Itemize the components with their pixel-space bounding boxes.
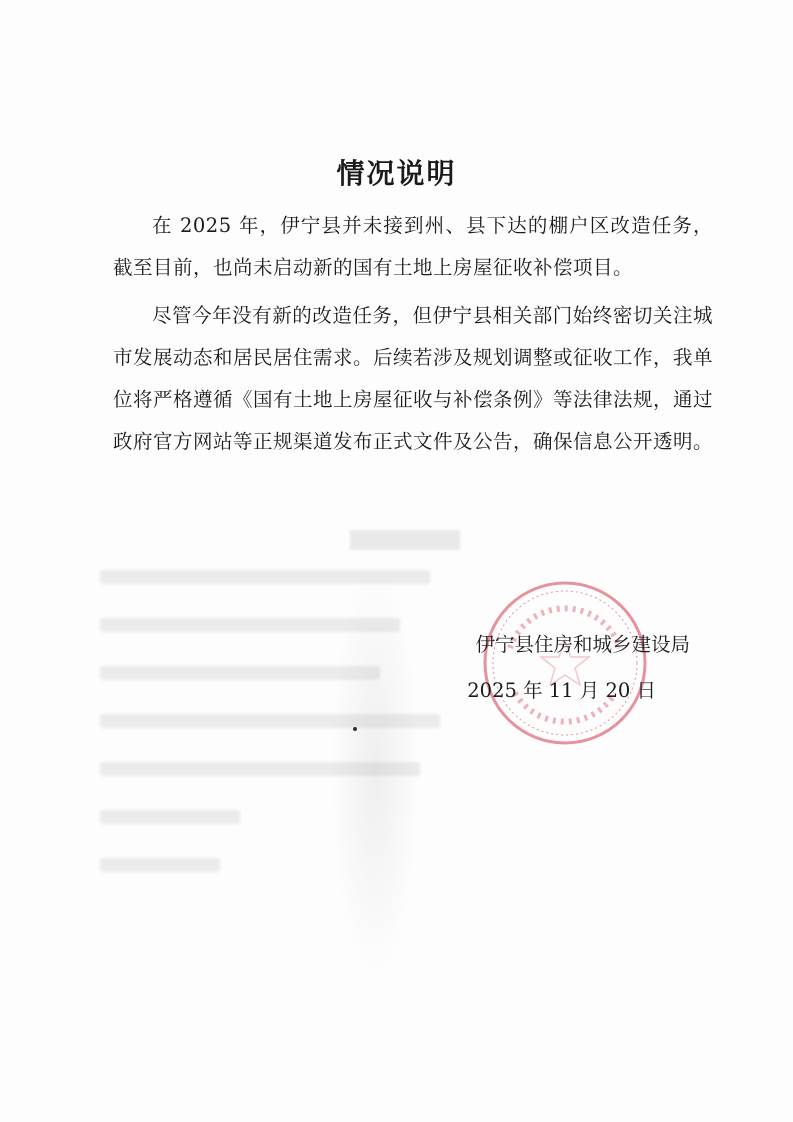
paragraph-1: 在 2025 年，伊宁县并未接到州、县下达的棚户区改造任务，截至目前，也尚未启动新的国有土地上房屋征收补偿项目。 [113, 214, 713, 279]
paragraph-2: 尽管今年没有新的改造任务，但伊宁县相关部门始终密切关注城市发展动态和居民居住需求。后续若涉及规划调整或征收工作，我单位将严格遵循《国有土地上房屋征收与补偿条例》等法律法规，通过政府官方网站等正规渠道发布正式文件及公告，确保信息公开透明。 [113, 304, 714, 453]
scan-speck [353, 727, 357, 731]
document-body [113, 205, 713, 469]
signing-organization: 伊宁县住房和城乡建设局 [475, 633, 690, 656]
scan-smudge [330, 560, 420, 980]
signature-block [420, 622, 690, 714]
signing-date: 2025 年 11 月 20 日 [467, 679, 656, 702]
document-title: 情况说明 [336, 157, 457, 190]
